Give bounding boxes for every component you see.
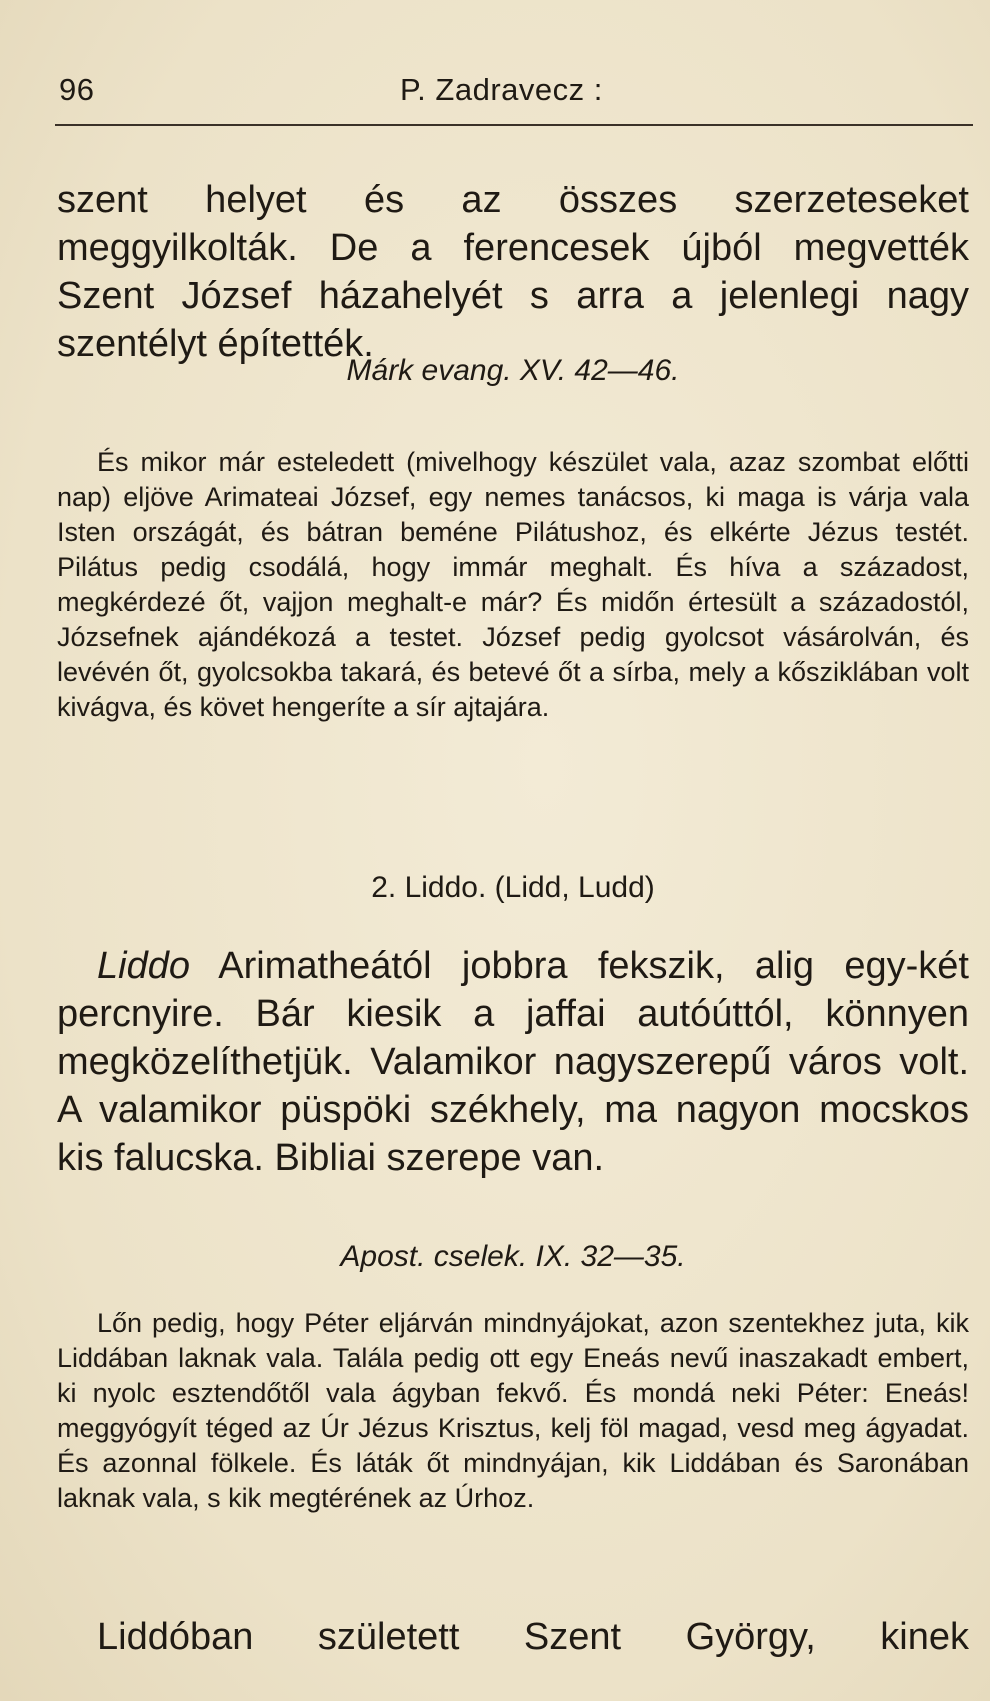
page-number: 96 (59, 72, 95, 107)
place-name-liddo: Liddo (97, 945, 190, 987)
paragraph-liddo-text: Arimatheától jobbra fekszik, alig egy-két percnyire. Bár kiesik a jaffai autóúttól, könnyen megközelíthetjük. Valamikor nagyszerepű város volt. A valamikor püspöki székhely, ma nagyon mocskos kis falucska. Bibliai szerepe van. (57, 945, 969, 1179)
running-head: P. Zadravecz : (400, 72, 603, 107)
header-rule (55, 124, 973, 126)
section-heading: 2. Liddo. (Lidd, Ludd) (371, 871, 655, 904)
bible-reference-mark: Márk evang. XV. 42—46. (346, 354, 680, 387)
paragraph-liddo (57, 942, 969, 1182)
quote-acts: Lőn pedig, hogy Péter eljárván mindnyájokat, azon szentekhez juta, kik Liddában laknak vala. Talála pedig ott egy Eneás nevű inaszakadt embert, ki nyolc esztendőtől vala ágyban fekvő. És mondá neki Péter: Eneás! meggyógyít téged az Úr Jézus Krisztus, kelj föl magad, vesd meg ágyadat. És azonnal fölkele. És láták őt mindnyájan, kik Liddában és Saronában laknak vala, s kik megtérének az Úrhoz. (57, 1308, 969, 1513)
page-header (55, 72, 975, 112)
quote-mark-gospel: És mikor már esteledett (mivelhogy készület vala, azaz szombat előtti nap) eljöve Arimateai József, egy nemes tanácsos, ki maga is várja vala Isten országát, és bátran beméne Pilátushoz, és elkérte Jézus testét. Pilátus pedig csodálá, hogy immár meghalt. És híva a századost, megkérdezé őt, vajjon meghalt-e már? És midőn értesült a századostól, Józsefnek ajándékozá a testet. József pedig gyolcsot vásárolván, és levévén őt, gyolcsokba takará, és betevé őt a sírba, mely a kősziklában volt kivágva, és követ hengeríte a sír ajtajára. (57, 447, 969, 722)
bible-reference-acts: Apost. cselek. IX. 32—35. (340, 1240, 686, 1273)
paragraph-saint-george: Liddóban született Szent György, kinek (97, 1616, 969, 1658)
paragraph-monastery: szent helyet és az összes szerzeteseket meggyilkolták. De a ferencesek újból megvették Szent József házahelyét s arra a jelenlegi nagy szentélyt építették. (57, 179, 969, 365)
